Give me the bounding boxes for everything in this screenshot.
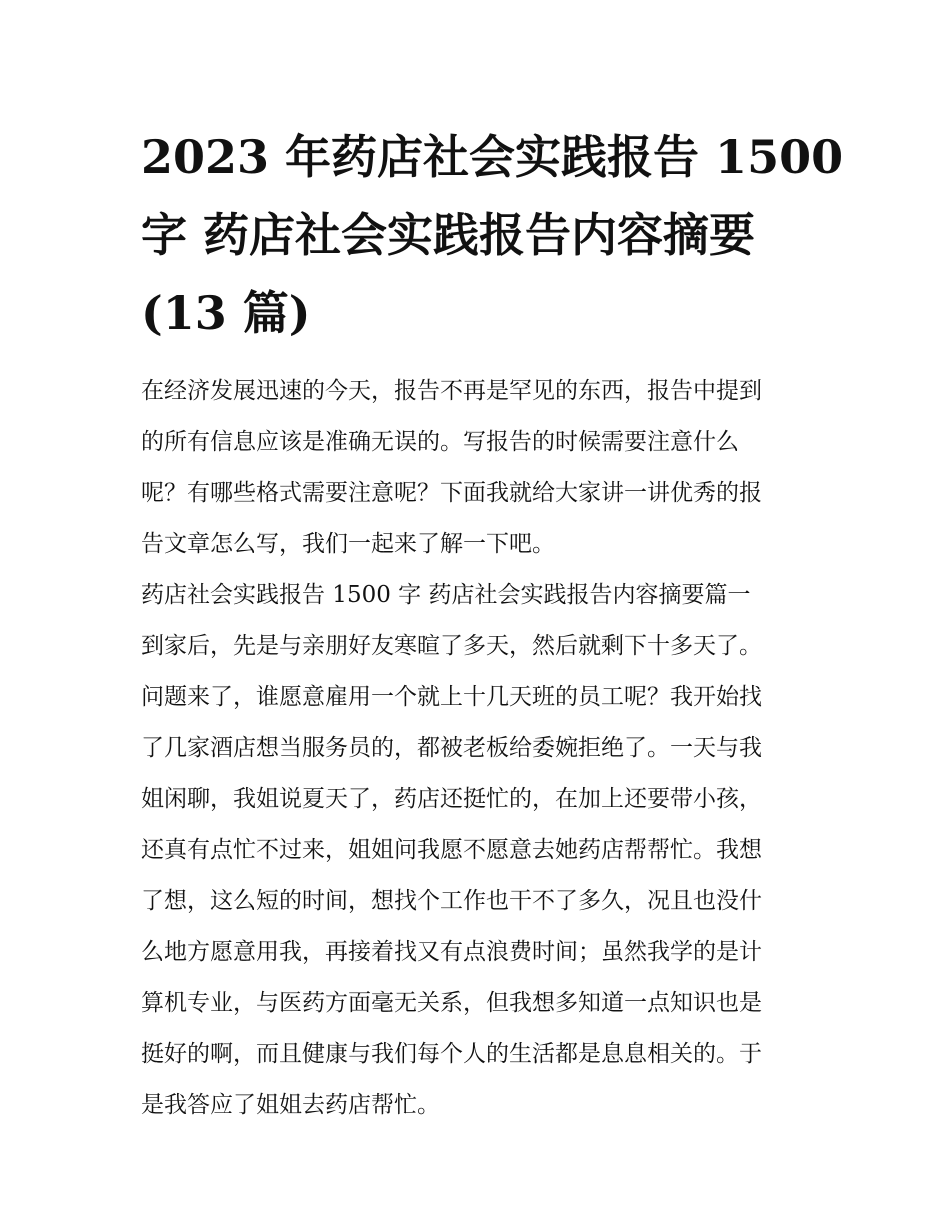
body-paragraph: [141, 621, 813, 1131]
text-line: 了想，这么短的时间，想找个工作也干不了多久，况且也没什: [141, 888, 762, 914]
title-line: 字 药店社会实践报告内容摘要: [141, 208, 756, 262]
document-title: [141, 118, 844, 352]
text-line: 问题来了，谁愿意雇用一个就上十几天班的员工呢？我开始找: [141, 684, 762, 710]
text-line: 呢？有哪些格式需要注意呢？下面我就给大家讲一讲优秀的报: [141, 480, 762, 506]
document-page: [141, 118, 844, 1131]
title-line: 2023 年药店社会实践报告 1500: [141, 130, 844, 184]
document-body: [141, 366, 813, 1131]
text-line: 姐闲聊，我姐说夏天了，药店还挺忙的，在加上还要带小孩，: [141, 786, 762, 812]
section-heading: 药店社会实践报告 1500 字 药店社会实践报告内容摘要篇一: [141, 582, 751, 608]
text-line: 的所有信息应该是准确无误的。写报告的时候需要注意什么: [141, 429, 739, 455]
text-line: 在经济发展迅速的今天，报告不再是罕见的东西，报告中提到: [141, 378, 762, 404]
intro-paragraph: [141, 366, 813, 570]
text-line: 挺好的啊，而且健康与我们每个人的生活都是息息相关的。于: [141, 1041, 762, 1067]
text-line: 了几家酒店想当服务员的，都被老板给委婉拒绝了。一天与我: [141, 735, 762, 761]
text-line: 算机专业，与医药方面毫无关系，但我想多知道一点知识也是: [141, 990, 762, 1016]
text-line: 还真有点忙不过来，姐姐问我愿不愿意去她药店帮帮忙。我想: [141, 837, 762, 863]
title-line: (13 篇): [141, 286, 311, 340]
text-line: 是我答应了姐姐去药店帮忙。: [141, 1092, 440, 1118]
text-line: 么地方愿意用我，再接着找又有点浪费时间；虽然我学的是计: [141, 939, 762, 965]
text-line: 到家后，先是与亲朋好友寒暄了多天，然后就剩下十多天了。: [141, 633, 762, 659]
text-line: 告文章怎么写，我们一起来了解一下吧。: [141, 531, 555, 557]
